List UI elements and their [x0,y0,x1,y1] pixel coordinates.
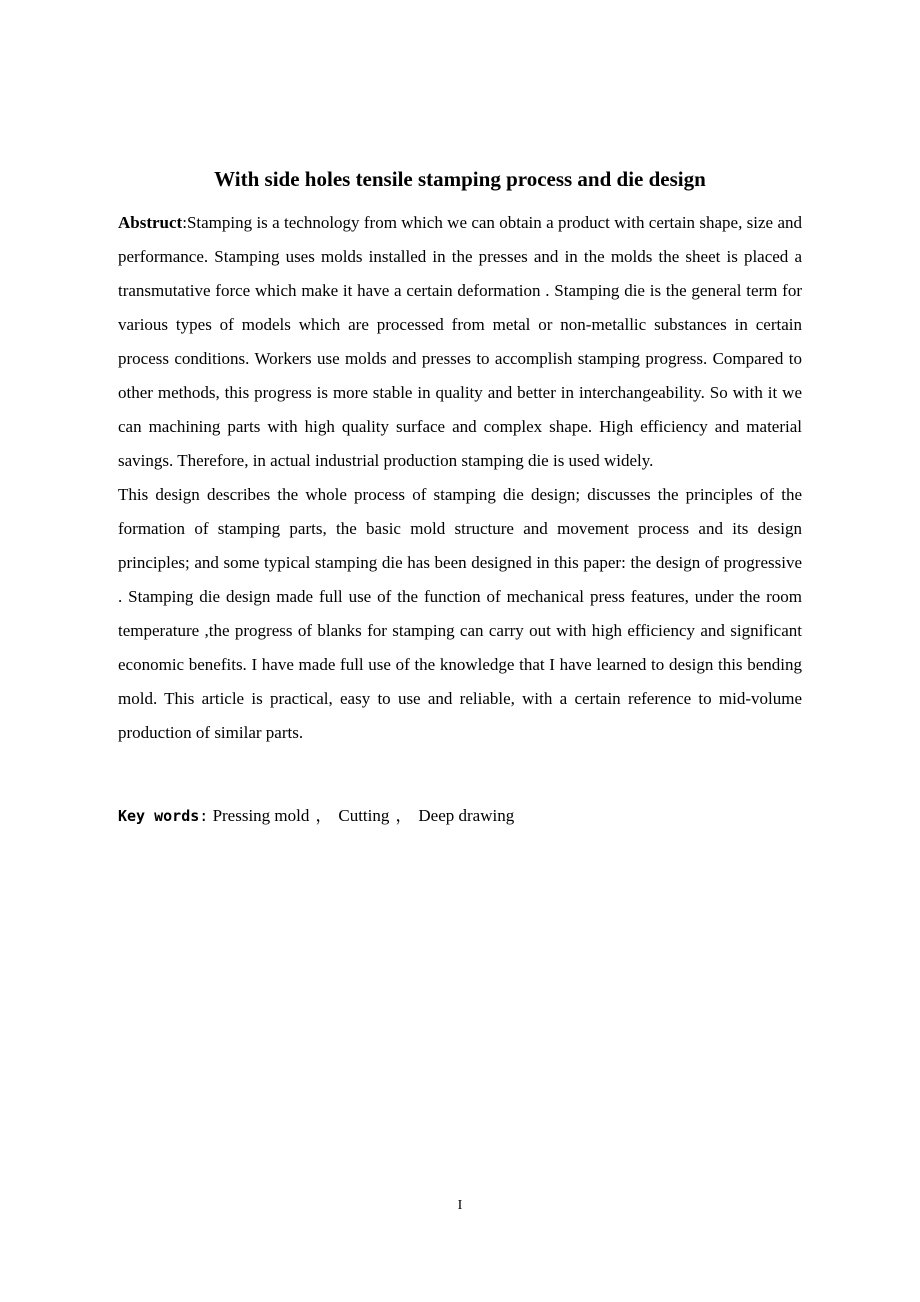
design-paragraph: This design describes the whole process of stamping die design; discusses the principles of the formation of stamping parts, the basic mold structure and movement process and its design principles; and some typical stamping die has been designed in this paper: the design of progressive . Stamping die design made full use of the function of mechanical press features, under the room temperature ,the progress of blanks for stamping can carry out with high efficiency and significant economic benefits. I have made full use of the knowledge that I have learned to design this bending mold. This article is practical, easy to use and reliable, with a certain reference to mid-volume production of similar parts. [118,485,802,742]
keyword-separator: ， [315,806,333,825]
keyword-item: Cutting [338,806,390,825]
page-number: I [457,1198,463,1213]
keywords-colon: : [199,807,209,825]
keyword-item: Pressing mold [212,806,310,825]
keyword-item: Deep drawing [418,806,515,825]
abstract-text: Stamping is a technology from which we can obtain a product with certain shape, size and performance. Stamping uses molds installed in the presses and in the molds the sheet is placed a transmutative force which make it have a certain deformation . Stamping die is the general term for various types of models which are processed from metal or non-metallic substances in certain process conditions. Workers use molds and presses to accomplish stamping progress. Compared to other methods, this progress is more stable in quality and better in interchangeability. So with it we can machining parts with high quality surface and complex shape. High efficiency and material savings. Therefore, in actual industrial production stamping die is used widely. [118,213,802,470]
keyword-separator: ， [395,806,413,825]
abstract-label: Abstruct [118,213,183,232]
document-title: With side holes tensile stamping process and die design [214,167,706,191]
abstract-paragraph [118,206,802,478]
abstract-colon: : [182,213,187,232]
abstract-section [118,206,802,750]
keywords-label: Key words [118,807,200,825]
keywords-line [118,801,802,831]
